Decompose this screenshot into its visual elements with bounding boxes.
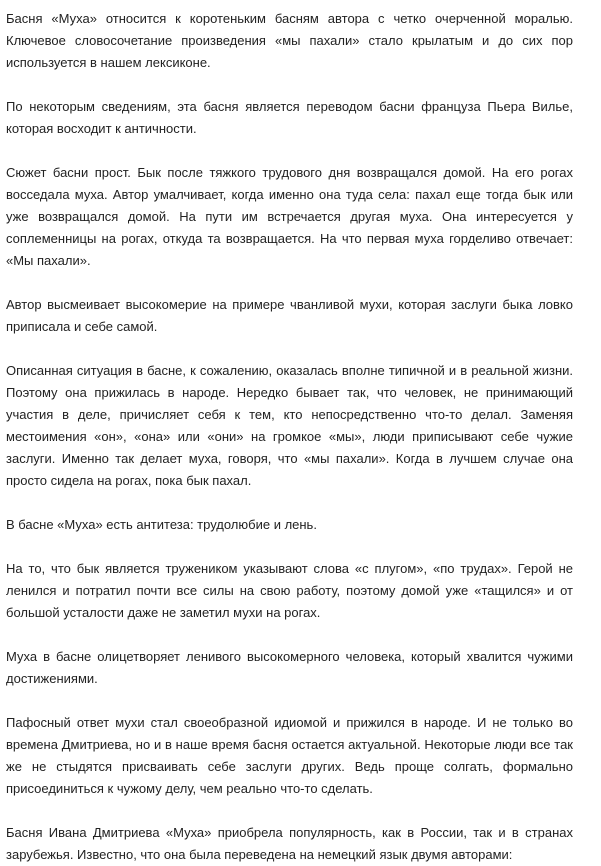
paragraph-real-life: Описанная ситуация в басне, к сожалению, оказалась вполне типичной и в реальной жизни. Поэтому она прижилась в народе. Нередко бывает так, что человек, не принимающий участия в деле, причисляет себя к тем, кто непосредственно что-то делал. Заменяя местоимения «он», «она» или «они» на громкое «мы», люди приписывают себе чужие заслуги. Именно так делает муха, говоря, что «мы пахали». Когда в лучшем случае она просто сидела на рогах, пока бык пахал. xyxy=(6,363,573,488)
paragraph-idiom: Пафосный ответ мухи стал своеобразной идиомой и прижился в народе. И не только во времена Дмитриева, но и в наше время басня остается актуальной. Некоторые люди все так же не стыдятся присваивать себе заслуги других. Ведь проще солгать, формально присоединиться к чужому делу, чем реально что-то сделать. xyxy=(6,715,573,796)
paragraph-origin: По некоторым сведениям, эта басня является переводом басни француза Пьера Вилье, которая восходит к античности. xyxy=(6,99,573,136)
paragraph-popularity: Басня Ивана Дмитриева «Муха» приобрела популярность, как в России, так и в странах зарубежья. Известно, что она была переведена на немецкий язык двумя авторами: xyxy=(6,825,573,862)
paragraph-fly: Муха в басне олицетворяет ленивого высокомерного человека, который хвалится чужими достижениями. xyxy=(6,649,573,686)
paragraph-plot: Сюжет басни прост. Бык после тяжкого трудового дня возвращался домой. На его рогах восседала муха. Автор умалчивает, когда именно она туда села: пахал еще тогда бык или уже возвращался домой. На пути им встречается другая муха. Она интересуется у соплеменницы на рогах, откуда та возвращается. На что первая муха горделиво отвечает: «Мы пахали». xyxy=(6,165,573,268)
paragraph-antithesis: В басне «Муха» есть антитеза: трудолюбие и лень. xyxy=(6,517,317,532)
paragraph-ox: На то, что бык является тружеником указывают слова «с плугом», «по трудах». Герой не ленился и потратил почти все силы на свою работу, поэтому домой уже «тащился» и от большой усталости даже не заметил мухи на рогах. xyxy=(6,561,573,620)
paragraph-intro: Басня «Муха» относится к коротеньким басням автора с четко очерченной моралью. Ключевое словосочетание произведения «мы пахали» стало крылатым и до сих пор используется в нашем лексиконе. xyxy=(6,11,573,70)
paragraph-mockery: Автор высмеивает высокомерие на примере чванливой мухи, которая заслуги быка ловко приписала и себе самой. xyxy=(6,297,573,334)
